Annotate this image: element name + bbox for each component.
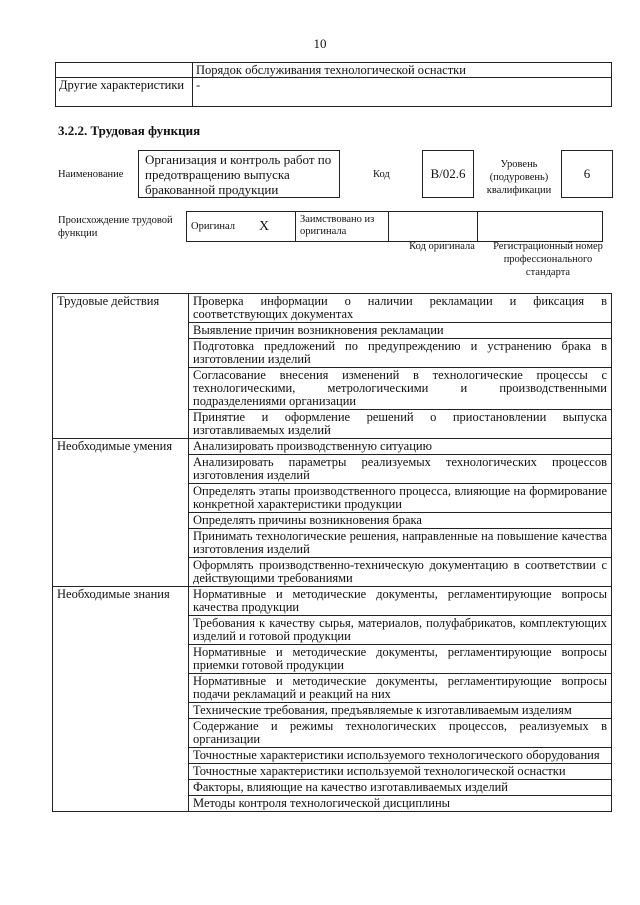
section-item: Технические требования, предъявляемые к изготавливаемым изделиям: [189, 703, 612, 719]
name-label: Наименование: [58, 169, 124, 180]
section-item: Анализировать параметры реализуемых технологических процессов изготовления изделий: [189, 455, 612, 484]
section-item: Нормативные и методические документы, регламентирующие вопросы подачи рекламаций и реакций на них: [189, 674, 612, 703]
table-row: [187, 212, 603, 242]
original-mark: X: [255, 212, 296, 242]
code-original-label: Код оригинала: [409, 241, 475, 252]
reg-number-label: Регистрационный номер профессионального стандарта: [493, 241, 603, 278]
code-value: B/02.6: [422, 150, 474, 198]
table-cell: [56, 63, 193, 78]
section-label: Необходимые знания: [53, 587, 189, 812]
section-item: Содержание и режимы технологических процессов, реализуемых в организации: [189, 719, 612, 748]
section-item: Подготовка предложений по предупреждению и устранению брака в изготовлении изделий: [189, 339, 612, 368]
borrowed-label: Заимствовано из оригинала: [296, 212, 389, 242]
section-item: Требования к качеству сырья, материалов, полуфабрикатов, комплектующих изделий и готовой продукции: [189, 616, 612, 645]
section-title: 3.2.2. Трудовая функция: [58, 123, 201, 138]
table-row: [53, 439, 612, 455]
top-table: [55, 62, 612, 107]
table-row: [53, 587, 612, 616]
section-item: Анализировать производственную ситуацию: [189, 439, 612, 455]
table-row: [56, 63, 612, 78]
level-value: 6: [561, 150, 613, 198]
section-item: Принятие и оформление решений о приостановлении выпуска изготавливаемых изделий: [189, 410, 612, 439]
origin-table: [186, 211, 603, 242]
section-item: Методы контроля технологической дисциплины: [189, 796, 612, 812]
section-item: Точностные характеристики используемого технологического оборудования: [189, 748, 612, 764]
section-label: Необходимые умения: [53, 439, 189, 587]
table-cell: Порядок обслуживания технологической оснастки: [193, 63, 612, 78]
origin-label: Происхождение трудовой функции: [58, 215, 173, 239]
section-item: Нормативные и методические документы, регламентирующие вопросы приемки готовой продукции: [189, 645, 612, 674]
table-row: [53, 294, 612, 323]
other-characteristics-label: Другие характеристики: [56, 78, 193, 107]
section-item: Принимать технологические решения, направленные на повышение качества изготовления изделий: [189, 529, 612, 558]
competency-table: [52, 293, 612, 812]
section-item: Оформлять производственно-техническую документацию в соответствии с действующими требованиями: [189, 558, 612, 587]
page-number: 10: [313, 36, 327, 51]
section-item: Проверка информации о наличии рекламации и фиксация в соответствующих документах: [189, 294, 612, 323]
code-original-cell: [389, 212, 478, 242]
section-item: Определять этапы производственного процесса, влияющие на формирование конкретной характеристики продукции: [189, 484, 612, 513]
section-item: Точностные характеристики используемой технологической оснастки: [189, 764, 612, 780]
table-row: [56, 78, 612, 107]
section-item: Нормативные и методические документы, регламентирующие вопросы качества продукции: [189, 587, 612, 616]
reg-number-cell: [478, 212, 603, 242]
section-item: Согласование внесения изменений в технологические процессы с технологическими, метрологическими и производственными подразделениями организации: [189, 368, 612, 410]
original-label: Оригинал: [187, 212, 256, 242]
name-value: Организация и контроль работ по предотвращению выпуска бракованной продукции: [138, 150, 340, 198]
section-item: Выявление причин возникновения рекламации: [189, 323, 612, 339]
level-label: Уровень (подуровень) квалификации: [486, 159, 552, 196]
code-label: Код: [373, 169, 390, 180]
section-item: Определять причины возникновения брака: [189, 513, 612, 529]
section-item: Факторы, влияющие на качество изготавливаемых изделий: [189, 780, 612, 796]
section-label: Трудовые действия: [53, 294, 189, 439]
other-characteristics-value: -: [193, 78, 612, 107]
